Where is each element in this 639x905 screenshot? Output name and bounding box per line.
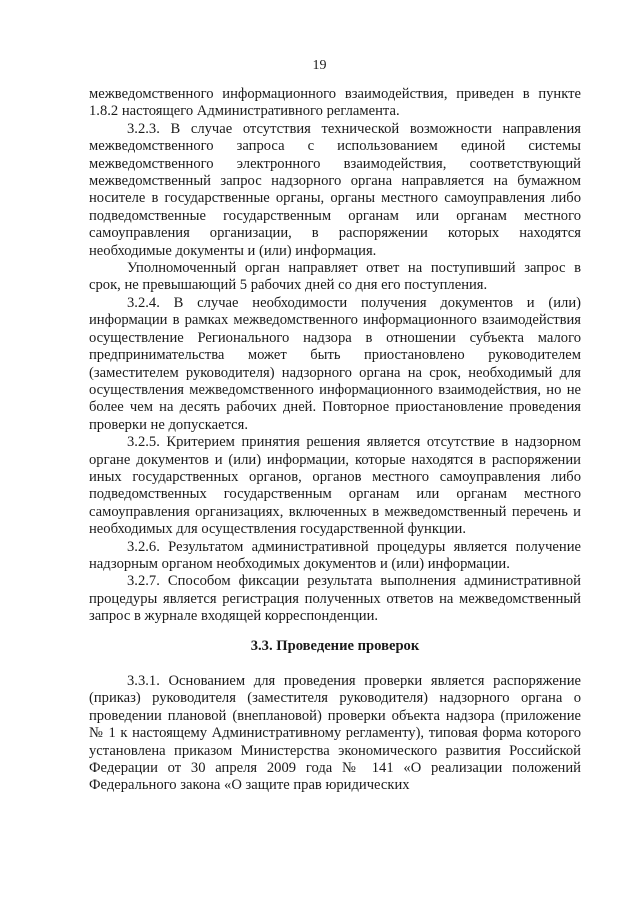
- document-body: [89, 86, 581, 795]
- paragraph-3-2-7: 3.2.7. Способом фиксации результата выполнения административной процедуры является регистрация полученных ответов на межведомственный запрос в журнале входящей корреспонденции.: [89, 573, 581, 625]
- paragraph-3-3-1: 3.3.1. Основанием для проведения проверки является распоряжение (приказ) руководителя (заместителя руководителя) надзорного органа о проведении плановой (внеплановой) проверки объекта надзора (приложение № 1 к настоящему Административному регламенту), типовая форма которого установлена приказом Министерства экономического развития Российской Федерации от 30 апреля 2009 года № 141 «О реализации положений Федерального закона «О защите прав юридических: [89, 673, 581, 794]
- page-number: 19: [312, 58, 327, 73]
- paragraph-response-term: Уполномоченный орган направляет ответ на поступивший запрос в срок, не превышающий 5 рабочих дней со дня его поступления.: [89, 260, 581, 294]
- paragraph-continuation: межведомственного информационного взаимодействия, приведен в пункте 1.8.2 настоящего Административного регламента.: [89, 86, 581, 120]
- paragraph-3-2-6: 3.2.6. Результатом административной процедуры является получение надзорным органом необходимых документов и (или) информации.: [89, 538, 581, 572]
- paragraph-3-2-3: 3.2.3. В случае отсутствия технической возможности направления межведомственного запроса с использованием единой системы межведомственного электронного взаимодействия, соответствующий межведомственный запрос надзорного органа направляется на бумажном носителе в государственные органы, органы местного самоуправления либо подведомственные государственным органам или органам местного самоуправления организации, в распоряжении которых находятся необходимые документы и (или) информация.: [89, 120, 581, 259]
- paragraph-3-2-4: 3.2.4. В случае необходимости получения документов и (или) информации в рамках межведомственного информационного взаимодействия осуществление Регионального надзора в отношении субъекта малого предпринимательства может быть приостановлено руководителем (заместителем руководителя) надзорного органа на срок, необходимый для осуществления межведомственного информационного взаимодействия, но не более чем на десять рабочих дней. Повторное приостановление проведения проверки не допускается.: [89, 294, 581, 433]
- paragraph-3-2-5: 3.2.5. Критерием принятия решения является отсутствие в надзорном органе документов и (или) информации, которые находятся в распоряжении иных государственных органов, органов местного самоуправления либо подведомственных государственным органам или органам местного самоуправления организациях, включенных в межведомственный перечень и необходимых для осуществления государственной функции.: [89, 434, 581, 538]
- section-heading: 3.3. Проведение проверок: [250, 637, 420, 654]
